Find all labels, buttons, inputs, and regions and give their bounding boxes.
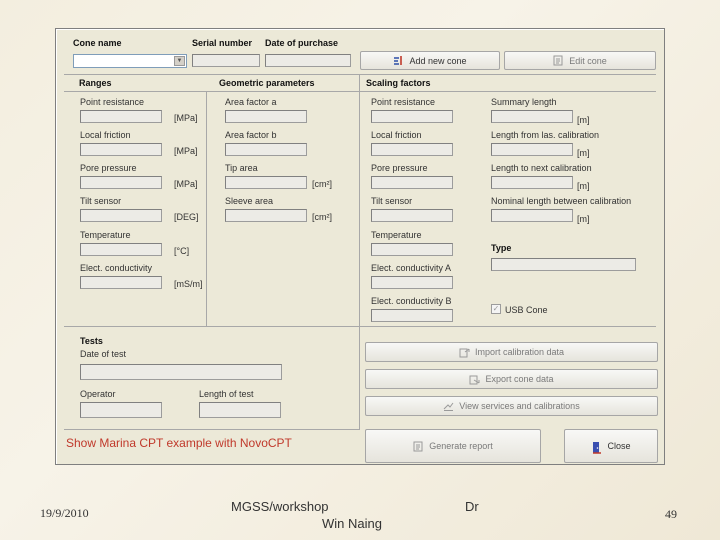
ranges-tilt-sensor-field[interactable] [80,209,162,222]
import-icon [459,347,470,358]
mpa-unit: [MPa] [174,146,198,156]
ranges-elect-conductivity-field[interactable] [80,276,162,289]
celsius-unit: [°C] [174,246,190,256]
serial-number-label: Serial number [192,38,253,48]
scaling-pore-pressure-label: Pore pressure [371,163,428,173]
scaling-elect-conductivity-a-field[interactable] [371,276,453,289]
sleeve-area-label: Sleeve area [225,196,274,206]
scaling-tilt-sensor-label: Tilt sensor [371,196,413,206]
generate-report-button[interactable] [365,429,541,463]
area-factor-b-field[interactable] [225,143,307,156]
summary-length-label: Summary length [491,97,557,107]
cone-name-select[interactable] [73,54,187,68]
ranges-temperature-label: Temperature [80,230,131,240]
mpa-unit: [MPa] [174,179,198,189]
summary-length-field[interactable] [491,110,573,123]
ranges-pore-pressure-field[interactable] [80,176,162,189]
ranges-divider [206,91,207,326]
top-divider [64,74,656,75]
scaling-temperature-label: Temperature [371,230,422,240]
area-factor-a-field[interactable] [225,110,307,123]
scaling-point-resistance-label: Point resistance [371,97,436,107]
add-new-cone-button[interactable] [360,51,500,70]
m-unit: [m] [577,181,590,191]
scaling-tilt-sensor-field[interactable] [371,209,453,222]
ranges-title: Ranges [79,78,112,88]
nominal-length-label: Nominal length between calibration [491,196,632,206]
operator-field[interactable] [80,402,162,418]
ranges-pore-pressure-label: Pore pressure [80,163,137,173]
tip-area-label: Tip area [225,163,258,173]
length-from-last-label: Length from las. calibration [491,130,600,140]
scaling-temperature-field[interactable] [371,243,453,256]
length-of-test-label: Length of test [199,389,254,399]
tip-area-field[interactable] [225,176,307,189]
header-divider [64,91,656,92]
scaling-elect-conductivity-a-label: Elect. conductivity A [371,263,452,273]
ranges-temperature-field[interactable] [80,243,162,256]
chevron-down-icon[interactable]: ▼ [174,56,185,66]
edit-cone-label: Edit cone [569,55,607,66]
type-field[interactable] [491,258,636,271]
import-calibration-button[interactable] [365,342,658,362]
footer-author: Win Naing [322,516,382,531]
door-exit-icon [591,441,602,452]
usb-cone-checkbox[interactable]: ✓ [492,304,500,313]
ranges-local-friction-field[interactable] [80,143,162,156]
edit-cone-button[interactable] [504,51,656,70]
cone-dialog [55,28,665,465]
m-unit: [m] [577,148,590,158]
cone-name-label: Cone name [73,38,122,48]
length-of-test-field[interactable] [199,402,281,418]
scaling-elect-conductivity-b-field[interactable] [371,309,453,322]
ranges-elect-conductivity-label: Elect. conductivity [80,263,153,273]
nominal-length-field[interactable] [491,209,573,222]
area-factor-a-label: Area factor a [225,97,277,107]
serial-number-field[interactable] [192,54,260,67]
add-new-cone-label: Add new cone [409,55,467,66]
ranges-point-resistance-field[interactable] [80,110,162,123]
operator-label: Operator [80,389,116,399]
cm2-unit: [cm²] [312,179,332,189]
length-from-last-field[interactable] [491,143,573,156]
sleeve-area-field[interactable] [225,209,307,222]
ms-per-m-unit: [mS/m] [174,279,203,289]
scaling-elect-conductivity-b-label: Elect. conductivity B [371,296,452,306]
view-services-button[interactable] [365,396,658,416]
generate-report-label: Generate report [429,441,493,451]
scaling-point-resistance-field[interactable] [371,110,453,123]
m-unit: [m] [577,214,590,224]
page-number: 49 [665,507,677,521]
services-icon [443,401,454,412]
ranges-tilt-sensor-label: Tilt sensor [80,196,122,206]
usb-cone-label: USB Cone [505,305,548,315]
footer-date: 19/9/2010 [40,506,89,520]
close-button[interactable] [564,429,658,463]
type-label: Type [491,243,512,253]
geometric-divider [359,74,360,326]
footer-dr: Dr [465,499,479,514]
tests-vertical-divider [359,326,360,429]
export-cone-button[interactable] [365,369,658,389]
scaling-title: Scaling factors [366,78,431,88]
deg-unit: [DEG] [174,212,199,222]
demo-caption: Show Marina CPT example with NovoCPT [66,436,292,450]
close-label: Close [607,441,631,451]
import-calibration-label: Import calibration data [474,347,565,357]
export-cone-label: Export cone data [485,374,554,384]
view-services-label: View services and calibrations [459,401,580,411]
m-unit: [m] [577,115,590,125]
scaling-pore-pressure-field[interactable] [371,176,453,189]
scaling-local-friction-label: Local friction [371,130,422,140]
bottom-divider [64,429,360,430]
add-cone-icon [393,55,404,66]
scaling-local-friction-field[interactable] [371,143,453,156]
date-of-purchase-field[interactable] [265,54,351,67]
length-to-next-label: Length to next calibration [491,163,592,173]
date-of-test-field[interactable] [80,364,282,380]
geometric-title: Geometric parameters [219,78,315,88]
mpa-unit: [MPa] [174,113,198,123]
cm2-unit: [cm²] [312,212,332,222]
ranges-local-friction-label: Local friction [80,130,131,140]
tests-divider [64,326,656,327]
footer-workshop: MGSS/workshop [231,499,329,514]
date-of-test-label: Date of test [80,349,127,359]
edit-icon [553,55,564,66]
date-of-purchase-label: Date of purchase [265,38,339,48]
export-icon [469,374,480,385]
report-icon [413,441,424,452]
tests-title: Tests [80,336,103,346]
ranges-point-resistance-label: Point resistance [80,97,145,107]
area-factor-b-label: Area factor b [225,130,277,140]
length-to-next-field[interactable] [491,176,573,189]
